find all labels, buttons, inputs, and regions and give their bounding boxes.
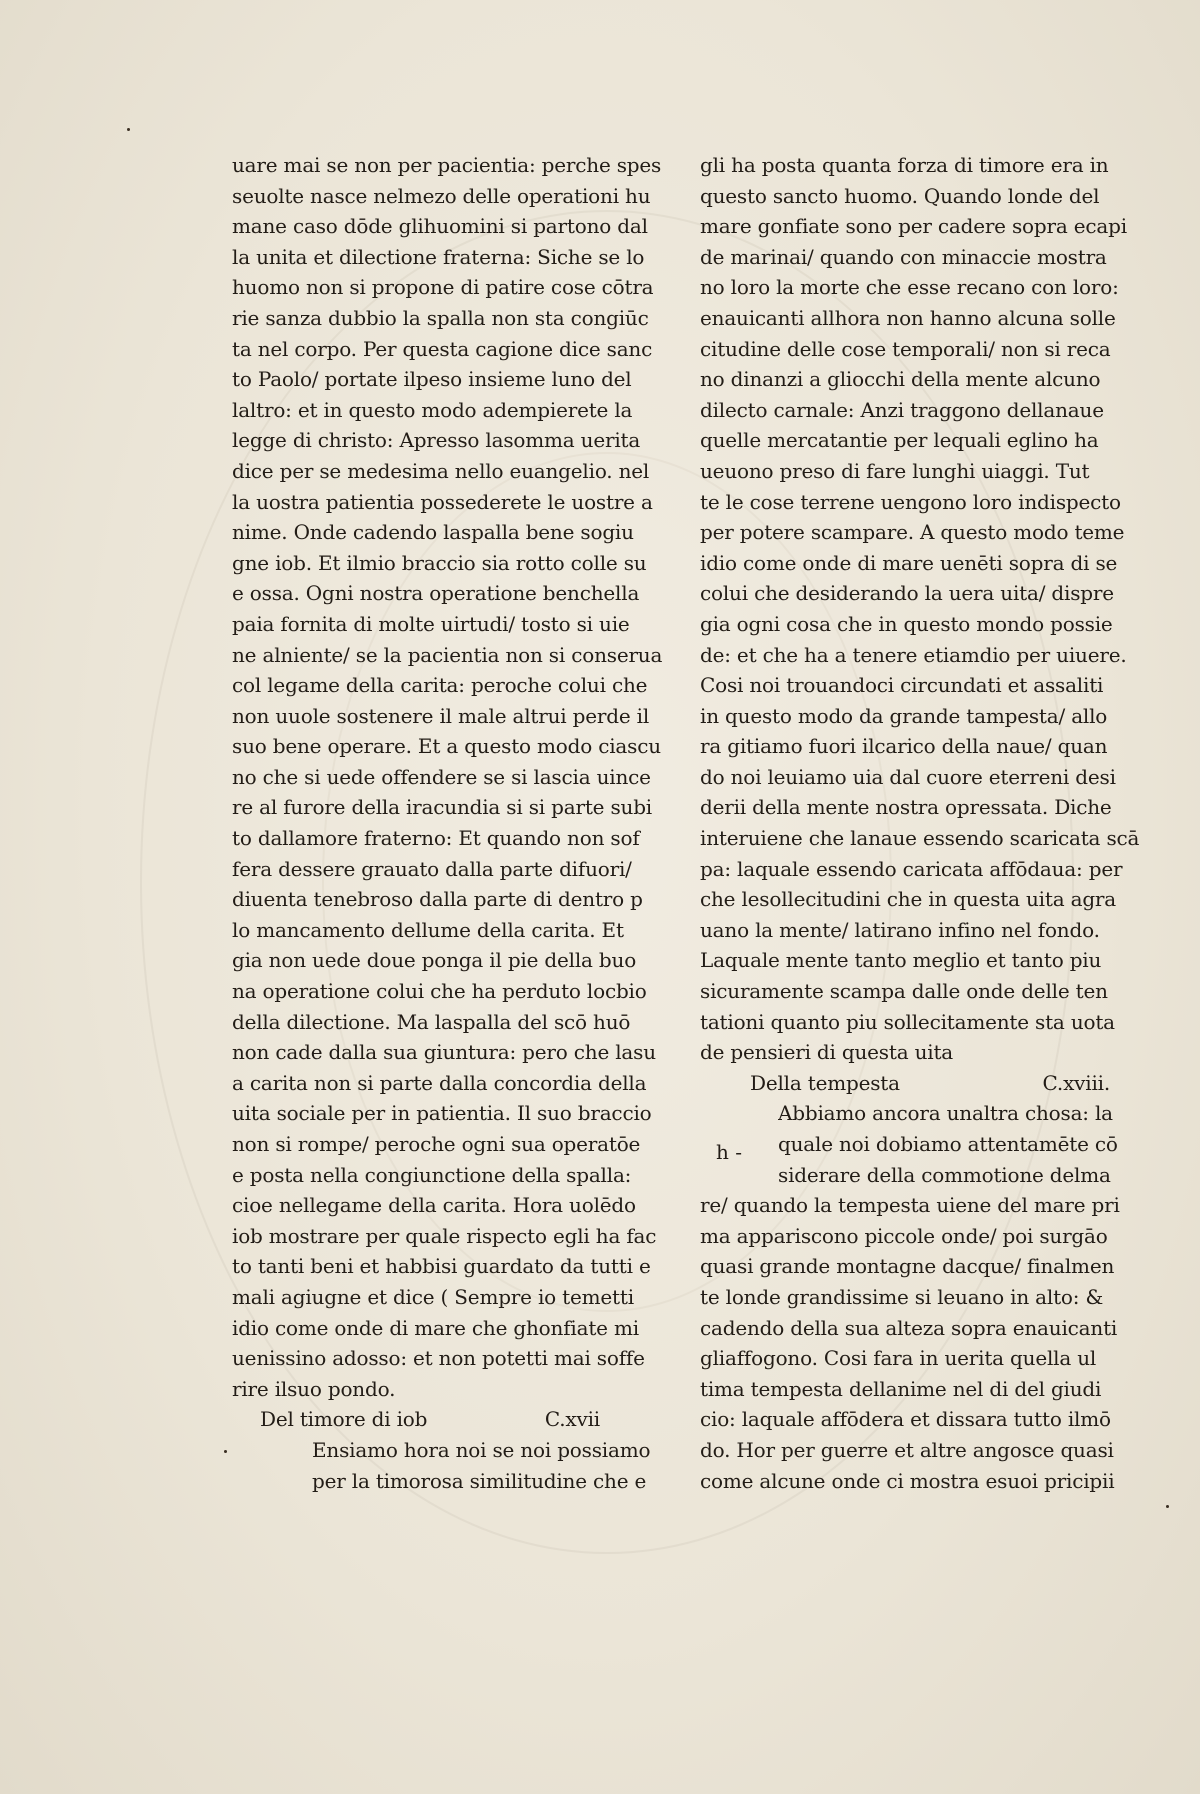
text-line: gia ogni cosa che in questo mondo possie bbox=[700, 611, 1113, 636]
text-line: to tanti beni et habbisi guardato da tutti e bbox=[232, 1254, 651, 1279]
text-line: gne iob. Et ilmio braccio sia rotto colle su bbox=[232, 550, 647, 575]
text-line: iob mostrare per quale rispecto egli ha fac bbox=[232, 1223, 657, 1248]
text-line: Laquale mente tanto meglio et tanto piu bbox=[700, 948, 1102, 973]
text-line: do. Hor per guerre et altre angosce quasi bbox=[700, 1437, 1114, 1462]
text-line: pa: laquale essendo caricata affōdaua: per bbox=[700, 856, 1123, 881]
chapter-number: C.xvii bbox=[544, 1407, 600, 1432]
text-line: che lesollecitudini che in questa uita agra bbox=[700, 887, 1117, 912]
text-line: non si rompe/ peroche ogni sua operatōe bbox=[232, 1132, 641, 1156]
right-chapter-opening bbox=[700, 1098, 1140, 1190]
text-line: te londe grandissime si leuano in alto: & bbox=[700, 1284, 1104, 1309]
text-line: e posta nella congiunctione della spalla: bbox=[232, 1162, 632, 1187]
text-line: ueuono preso di fare lunghi uiaggi. Tut bbox=[700, 458, 1090, 483]
text-line: de pensieri di questa uita bbox=[700, 1040, 954, 1065]
text-line: non uuole sostenere il male altrui perde il bbox=[232, 703, 650, 728]
text-line: ta nel corpo. Per questa cagione dice sanc bbox=[232, 336, 653, 361]
ink-speck bbox=[224, 1450, 227, 1453]
text-line: cio: laquale affōdera et dissara tutto ilmō bbox=[700, 1407, 1111, 1432]
text-line: mane caso dōde glihuomini si partono dal bbox=[232, 214, 648, 239]
text-line: huomo non si propone di patire cose cōtra bbox=[232, 275, 654, 300]
text-line: colui che desiderando la uera uita/ dispre bbox=[700, 581, 1114, 606]
text-line: na operatione colui che ha perduto locbio bbox=[232, 979, 647, 1004]
text-line: lo mancamento dellume della carita. Et bbox=[232, 917, 624, 942]
text-line: derii della mente nostra opressata. Diche bbox=[700, 795, 1112, 820]
chapter-heading-xviii bbox=[700, 1068, 1140, 1099]
text-line: enauicanti allhora non hanno alcuna solle bbox=[700, 305, 1116, 330]
text-line: no che si uede offendere se si lascia uince bbox=[232, 764, 651, 789]
text-line: siderare della commotione delma bbox=[778, 1162, 1111, 1187]
text-line: idio come onde di mare che ghonfiate mi bbox=[232, 1315, 639, 1340]
text-line: Cosi noi trouandoci circundati et assaliti bbox=[700, 673, 1104, 698]
text-line: tima tempesta dellanime nel di del giudi bbox=[700, 1376, 1102, 1401]
right-column bbox=[700, 150, 1140, 1496]
chapter-number: C.xviii. bbox=[1042, 1070, 1110, 1095]
chapter-heading-xvii bbox=[232, 1404, 662, 1435]
right-column-body bbox=[700, 150, 1140, 1068]
text-line: de: et che ha a tenere etiamdio per uiuere. bbox=[700, 642, 1127, 667]
text-line: questo sancto huomo. Quando londe del bbox=[700, 183, 1100, 208]
text-line: mali agiugne et dice ( Sempre io temetti bbox=[232, 1284, 634, 1309]
text-line: fera dessere grauato dalla parte difuori/ bbox=[232, 856, 632, 881]
text-line: uare mai se non per pacientia: perche spes bbox=[232, 153, 662, 177]
text-line: la unita et dilectione fraterna: Siche se lo bbox=[232, 244, 645, 269]
text-line: to dallamore fraterno: Et quando non sof bbox=[232, 826, 640, 851]
text-line: tationi quanto piu sollecitamente sta uota bbox=[700, 1009, 1115, 1034]
text-line: non cade dalla sua giuntura: pero che lasu bbox=[232, 1040, 656, 1065]
text-line: ma appariscono piccole onde/ poi surgāo bbox=[700, 1223, 1108, 1248]
text-line: per la timorosa similitudine che e bbox=[312, 1468, 647, 1493]
text-line: gia non uede doue ponga il pie della buo bbox=[232, 948, 637, 973]
text-line: interuiene che lanaue essendo scaricata scā bbox=[700, 826, 1140, 851]
text-line: laltro: et in questo modo adempierete la bbox=[232, 397, 633, 422]
text-line: gliaffogono. Cosi fara in uerita quella ul bbox=[700, 1346, 1097, 1371]
text-line: diuenta tenebroso dalla parte di dentro p bbox=[232, 887, 643, 912]
text-line: per potere scampare. A questo modo teme bbox=[700, 520, 1125, 545]
text-line: rie sanza dubbio la spalla non sta congiūc bbox=[232, 305, 649, 330]
text-line: de marinai/ quando con minaccie mostra bbox=[700, 244, 1107, 269]
text-line: cadendo della sua alteza sopra enauicanti bbox=[700, 1315, 1118, 1340]
left-column-body bbox=[232, 150, 662, 1404]
text-line: ne alniente/ se la pacientia non si conserua bbox=[232, 642, 662, 667]
text-line: seuolte nasce nelmezo delle operationi hu bbox=[232, 183, 651, 208]
left-column bbox=[232, 150, 662, 1496]
text-line: legge di christo: Apresso lasomma uerita bbox=[232, 428, 641, 453]
text-line: citudine delle cose temporali/ non si reca bbox=[700, 336, 1111, 361]
text-line: uita sociale per in patientia. Il suo braccio bbox=[232, 1101, 652, 1126]
text-line: della dilectione. Ma laspalla del scō huō bbox=[232, 1009, 631, 1034]
text-line: cioe nellegame della carita. Hora uolēdo bbox=[232, 1193, 636, 1218]
text-line: la uostra patientia possederete le uostre a bbox=[232, 489, 653, 514]
text-line: Abbiamo ancora unaltra chosa: la bbox=[778, 1101, 1113, 1126]
text-line: to Paolo/ portate ilpeso insieme luno del bbox=[232, 367, 632, 392]
text-line: te le cose terrene uengono loro indispecto bbox=[700, 489, 1121, 514]
text-line: gli ha posta quanta forza di timore era in bbox=[700, 153, 1109, 177]
ink-speck bbox=[1166, 1505, 1169, 1508]
text-line: Ensiamo hora noi se noi possiamo bbox=[312, 1437, 651, 1462]
text-line: rire ilsuo pondo. bbox=[232, 1376, 396, 1401]
text-line: quasi grande montagne dacque/ finalmen bbox=[700, 1254, 1115, 1279]
text-line: ra gitiamo fuori ilcarico della naue/ quan bbox=[700, 734, 1108, 759]
text-line: do noi leuiamo uia dal cuore eterreni desi bbox=[700, 764, 1116, 789]
text-line: re al furore della iracundia si si parte subi bbox=[232, 795, 653, 820]
chapter-title: Del timore di iob bbox=[260, 1407, 428, 1432]
text-line: mare gonfiate sono per cadere sopra ecapi bbox=[700, 214, 1127, 239]
text-line: col legame della carita: peroche colui che bbox=[232, 673, 648, 698]
text-line: suo bene operare. Et a questo modo ciascu bbox=[232, 734, 661, 759]
ink-speck bbox=[127, 128, 130, 131]
right-column-continuation bbox=[700, 1190, 1140, 1496]
left-chapter-opening bbox=[232, 1435, 662, 1496]
text-line: re/ quando la tempesta uiene del mare pri bbox=[700, 1193, 1120, 1218]
text-line: come alcune onde ci mostra esuoi pricipii bbox=[700, 1468, 1115, 1493]
text-line: quale noi dobiamo attentamēte cō bbox=[778, 1132, 1118, 1156]
text-line: quelle mercatantie per lequali eglino ha bbox=[700, 428, 1099, 453]
text-line: e ossa. Ogni nostra operatione benchella bbox=[232, 581, 640, 606]
text-line: uano la mente/ latirano infino nel fondo. bbox=[700, 917, 1100, 942]
text-line: in questo modo da grande tampesta/ allo bbox=[700, 703, 1108, 728]
text-line: a carita non si parte dalla concordia della bbox=[232, 1070, 647, 1095]
text-line: paia fornita di molte uirtudi/ tosto si uie bbox=[232, 611, 630, 636]
text-line: no loro la morte che esse recano con loro: bbox=[700, 275, 1119, 300]
text-line: nime. Onde cadendo laspalla bene sogiu bbox=[232, 520, 634, 545]
text-line: no dinanzi a gliocchi della mente alcuno bbox=[700, 367, 1101, 392]
guide-letter: h - bbox=[716, 1140, 742, 1164]
chapter-title: Della tempesta bbox=[750, 1070, 900, 1095]
text-line: sicuramente scampa dalle onde delle ten bbox=[700, 979, 1108, 1004]
text-line: dice per se medesima nello euangelio. nel bbox=[232, 458, 650, 483]
text-line: dilecto carnale: Anzi traggono dellanaue bbox=[700, 397, 1104, 422]
text-line: uenissino adosso: et non potetti mai soffe bbox=[232, 1346, 645, 1371]
text-line: idio come onde di mare uenēti sopra di se bbox=[700, 550, 1118, 575]
